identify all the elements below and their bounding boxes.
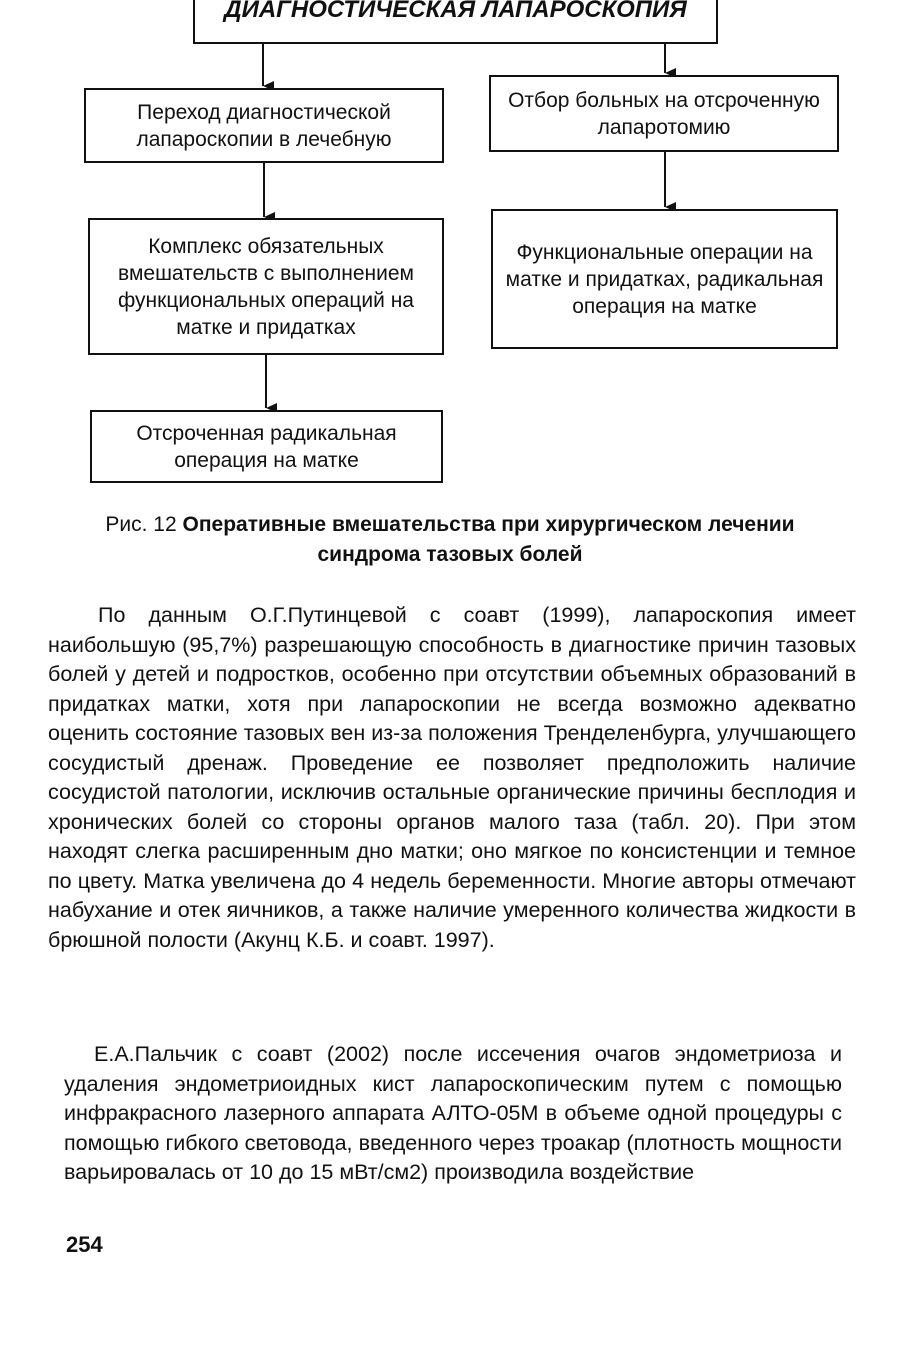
page-number: 254 xyxy=(66,1232,103,1257)
flowchart-box-label: Отсроченная радикальная операция на матке xyxy=(136,421,397,472)
flowchart-box-left-1 xyxy=(84,88,444,163)
body-paragraph-2: Е.А.Пальчик с соавт (2002) после иссечения очагов эндометриоза и удаления эндометриоидных кист лапароскопическим путем с помощью инфракрасного лазерного аппарата АЛТО-05М в объеме одной процедуры с помощью гибкого световода, введенного через троакар (плотность мощности варьировалась от 10 до 15 мВт/см2) производила воздействие xyxy=(64,1042,842,1184)
flowchart-box-right-2 xyxy=(491,209,838,349)
figure-caption-title: Оперативные вмешательства при хирургическом лечении синдрома тазовых болей xyxy=(182,513,795,566)
flowchart-box-label: Комплекс обязательных вмешательств с выполнением функциональных операций на матке и придатках xyxy=(118,234,414,339)
flowchart-box-diagnostic-laparoscopy xyxy=(193,0,718,44)
flowchart-box-label: Отбор больных на отсроченную лапаротомию xyxy=(508,88,820,139)
flowchart-box-left-2 xyxy=(88,218,444,355)
flowchart-box-left-3 xyxy=(90,410,443,483)
figure-caption-label: Рис. 12 xyxy=(105,513,177,536)
flowchart-box-label: ДИАГНОСТИЧЕСКАЯ ЛАПАРОСКОПИЯ xyxy=(224,0,687,23)
flowchart-box-label: Переход диагностической лапароскопии в лечебную xyxy=(136,100,392,151)
figure-caption xyxy=(60,510,840,570)
flowchart-box-label: Функциональные операции на матке и придатках, радикальная операция на матке xyxy=(505,240,824,318)
body-paragraph-1: По данным О.Г.Путинцевой с соавт (1999), лапароскопия имеет наибольшую (95,7%) разрешающую способность в диагностике причин тазовых болей у детей и подростков, особенно при отсутствии объемных образований в придатках матки, хотя при лапароскопии не всегда возможно адекватно оценить состояние тазовых вен из-за положения Тренделенбурга, улучшающего сосудистый дренаж. Проведение ее позволяет предположить наличие сосудистой патологии, исключив остальные органические причины бесплодия и хронических болей со стороны органов малого таза (табл. 20). При этом находят слегка расширенным дно матки; оно мягкое по консистенции и темное по цвету. Матка увеличена до 4 недель беременности. Многие авторы отмечают набухание и отек яичников, а также наличие умеренного количества жидкости в брюшной полости (Акунц К.Б. и соавт. 1997). xyxy=(48,603,856,952)
flowchart-box-right-1 xyxy=(489,75,839,152)
